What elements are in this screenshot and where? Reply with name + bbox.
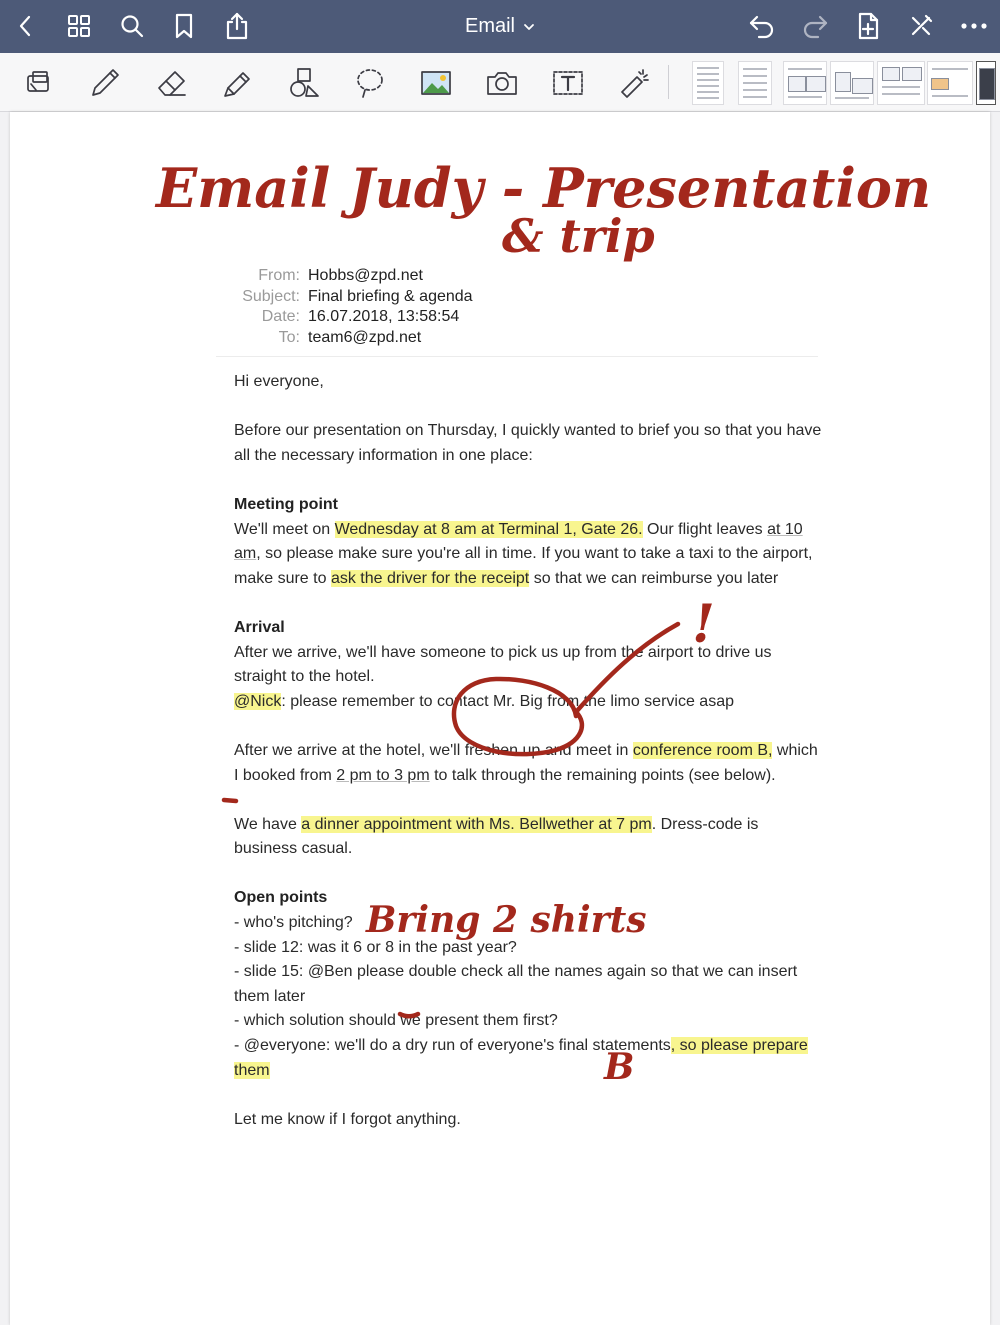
arrival-paragraph: After we arrive, we'll have someone to pick us up from the airport to drive us straight to the hotel. @Nick: please remember to contact Mr. Big from the limo service asap (234, 643, 772, 710)
page-thumbnail[interactable] (692, 61, 724, 105)
date-value: 16.07.2018, 13:58:54 (308, 308, 460, 325)
share-icon[interactable] (219, 8, 255, 44)
tools-bar (0, 53, 1000, 112)
top-navigation-bar (0, 0, 1000, 53)
image-icon[interactable] (416, 63, 456, 103)
page-thumbnail[interactable] (830, 61, 874, 105)
email-body (234, 370, 822, 1157)
open-point-item: - who's pitching? (234, 914, 353, 932)
closing-line: Let me know if I forgot anything. (234, 1110, 461, 1128)
underline: at 10 am (234, 520, 803, 563)
document-title-dropdown[interactable] (465, 15, 535, 38)
email-header (216, 266, 816, 348)
camera-icon[interactable] (482, 63, 522, 103)
document-page[interactable] (10, 112, 990, 1325)
subject-value: Final briefing & agenda (308, 287, 473, 305)
open-point-item: - slide 15: @Ben please double check all the names again so that we can insert them later (234, 963, 798, 1005)
eraser-icon[interactable] (152, 63, 192, 103)
shapes-icon[interactable] (284, 63, 324, 103)
redo-icon[interactable] (797, 8, 833, 44)
arrival-heading: Arrival (234, 618, 285, 636)
meeting-paragraph: We'll meet on Wednesday at 8 am at Terminal 1, Gate 26. Our flight leaves at 10 am, so please make sure you're all in time. If you want to take a taxi to the airport, make sure to ask the driver for the receipt so that we can reimburse you later (234, 520, 813, 587)
document-title: Email (464, 15, 515, 37)
open-point-item: - @everyone: we'll do a dry run of everyone's final statements, so please prepare them (234, 1037, 808, 1079)
highlight: ask the driver for the receipt (330, 569, 530, 587)
highlight: a dinner appointment with Ms. Bellwether at 7 pm (301, 815, 652, 833)
date-label: Date: (261, 308, 300, 325)
meeting-heading: Meeting point (234, 495, 338, 513)
from-value: Hobbs@zpd.net (308, 267, 423, 284)
chevron-down-icon (523, 15, 535, 38)
intro-paragraph: Before our presentation on Thursday, I quickly wanted to brief you so that you have all the necessary information in one place: (234, 422, 822, 464)
from-label: From: (258, 267, 300, 284)
hotel-paragraph: After we arrive at the hotel, we'll freshen up and meet in conference room B, which I booked from 2 pm to 3 pm to talk through the remaining points (see below). (234, 741, 818, 784)
handwritten-bring-shirts: Bring 2 shirts (366, 899, 647, 941)
search-icon[interactable] (114, 8, 150, 44)
greeting: Hi everyone, (234, 373, 324, 390)
highlight: Wednesday at 8 am at Terminal 1, Gate 26. (334, 520, 643, 538)
handwritten-title: Email Judy - Presentation (156, 156, 932, 220)
to-label: To: (278, 328, 300, 346)
open-point-item: - slide 12: was it 6 or 8 in the past year? (234, 938, 517, 956)
open-points-heading: Open points (234, 889, 328, 907)
handwritten-b: B (604, 1046, 635, 1088)
subject-label: Subject: (242, 287, 300, 305)
page-thumbnail-current[interactable] (976, 61, 996, 105)
bookmark-icon[interactable] (166, 8, 202, 44)
add-page-icon[interactable] (850, 8, 886, 44)
pen-icon[interactable] (85, 63, 125, 103)
lasso-icon[interactable] (350, 63, 390, 103)
mention-nick: @Nick (234, 692, 282, 710)
to-value: team6@zpd.net (308, 328, 422, 346)
back-icon[interactable] (8, 8, 44, 44)
page-thumbnail[interactable] (783, 61, 827, 105)
handwritten-title-line2: & trip (502, 209, 655, 263)
underline: 2 pm to 3 pm (336, 766, 430, 784)
header-divider (216, 356, 818, 357)
dinner-paragraph: We have a dinner appointment with Ms. Bellwether at 7 pm. Dress-code is business casual. (234, 815, 759, 858)
highlight: conference room B, (632, 741, 773, 759)
page-thumbnail[interactable] (877, 61, 925, 105)
undo-icon[interactable] (744, 8, 780, 44)
toolbar-divider (668, 65, 669, 99)
handwritten-exclamation: ! (692, 594, 715, 655)
open-point-item: - which solution should we present them first? (234, 1012, 558, 1030)
highlight: , so please prepare them (234, 1037, 808, 1079)
close-pen-icon[interactable] (903, 8, 939, 44)
page-thumbnail[interactable] (927, 61, 973, 105)
highlighter-icon[interactable] (218, 63, 258, 103)
more-icon[interactable] (956, 8, 992, 44)
text-box-icon[interactable] (548, 63, 588, 103)
lasso-select-icon[interactable] (19, 63, 59, 103)
grid-icon[interactable] (61, 8, 97, 44)
laser-pointer-icon[interactable] (614, 63, 654, 103)
page-thumbnail[interactable] (738, 61, 772, 105)
